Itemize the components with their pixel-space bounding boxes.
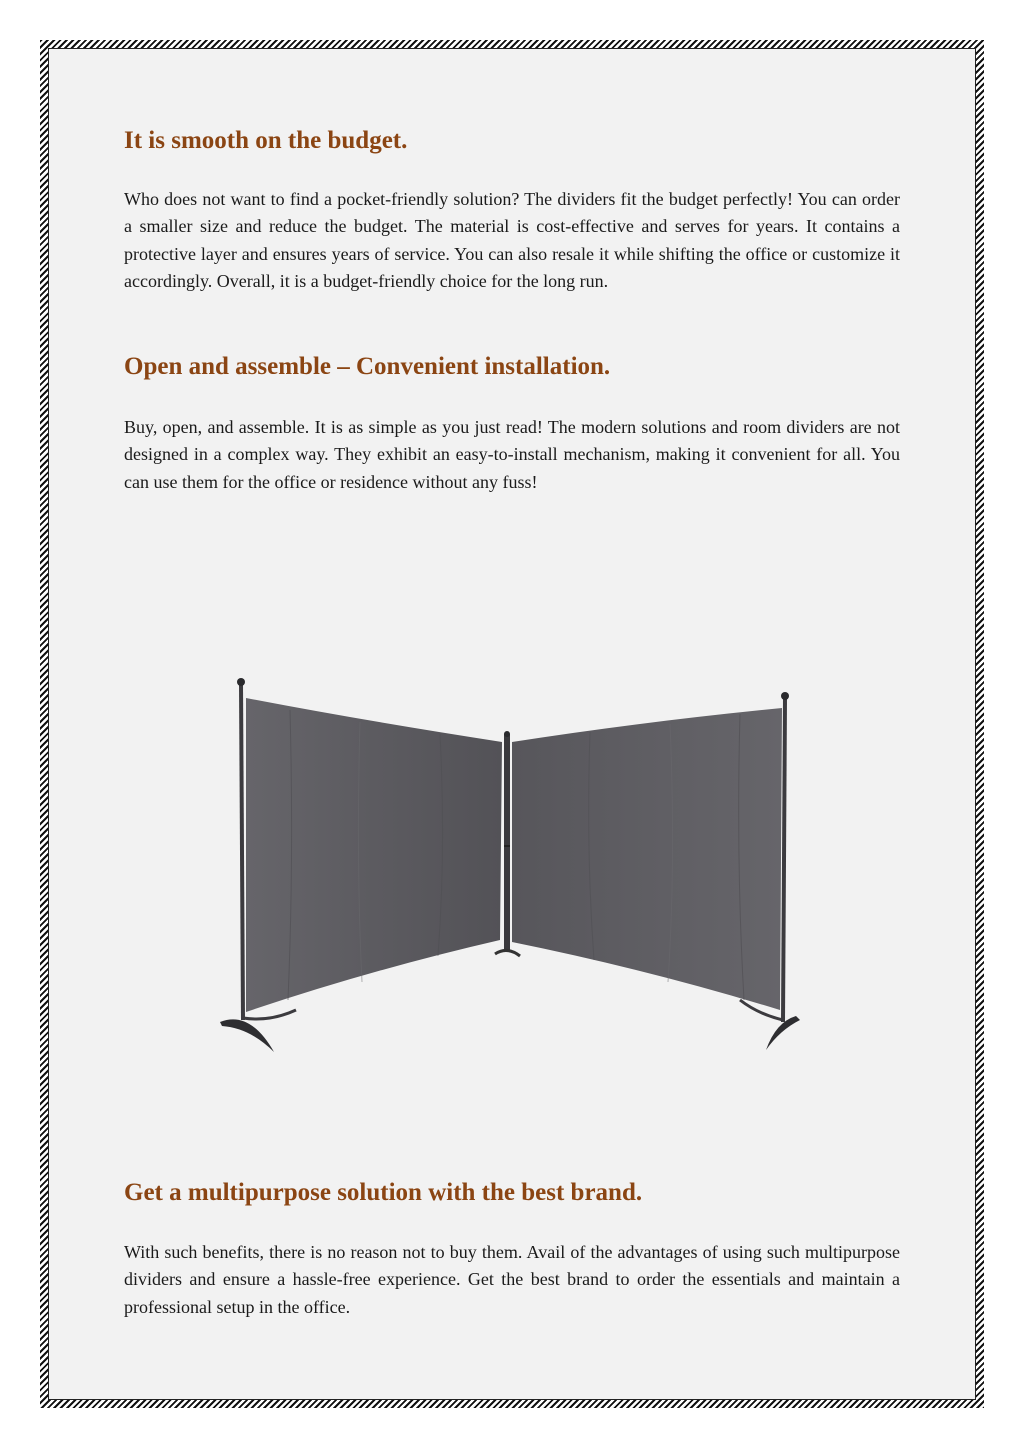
- section-body-brand: With such benefits, there is no reason not to buy them. Avail of the advantages of using such multipurpose dividers and ensure a hassle-free experience. Get the best brand to order the essentials and maintain a professional setup in the office.: [124, 1242, 900, 1317]
- section-heading-budget: It is smooth on the budget.: [124, 127, 408, 154]
- section-body-budget: Who does not want to find a pocket-friendly solution? The dividers fit the budget perfectly! You can order a smaller size and reduce the budget. The material is cost-effective and serves for years. It contains a protective layer and ensures years of service. You can also resale it while shifting the office or customize it accordingly. Overall, it is a budget-friendly choice for the long run.: [124, 189, 900, 292]
- right-divider-panel: [512, 708, 782, 1010]
- section-body-installation: Buy, open, and assemble. It is as simple as you just read! The modern solutions and room dividers are not designed in a complex way. They exhibit an easy-to-install mechanism, making it convenient for all. You can use them for the office or residence without any fuss!: [124, 417, 900, 492]
- section-heading-brand: Get a multipurpose solution with the best brand.: [124, 1179, 643, 1206]
- section-heading-installation: Open and assemble – Convenient installation.: [124, 353, 611, 380]
- left-divider-panel: [246, 698, 502, 1012]
- room-divider-photo: [210, 670, 810, 1070]
